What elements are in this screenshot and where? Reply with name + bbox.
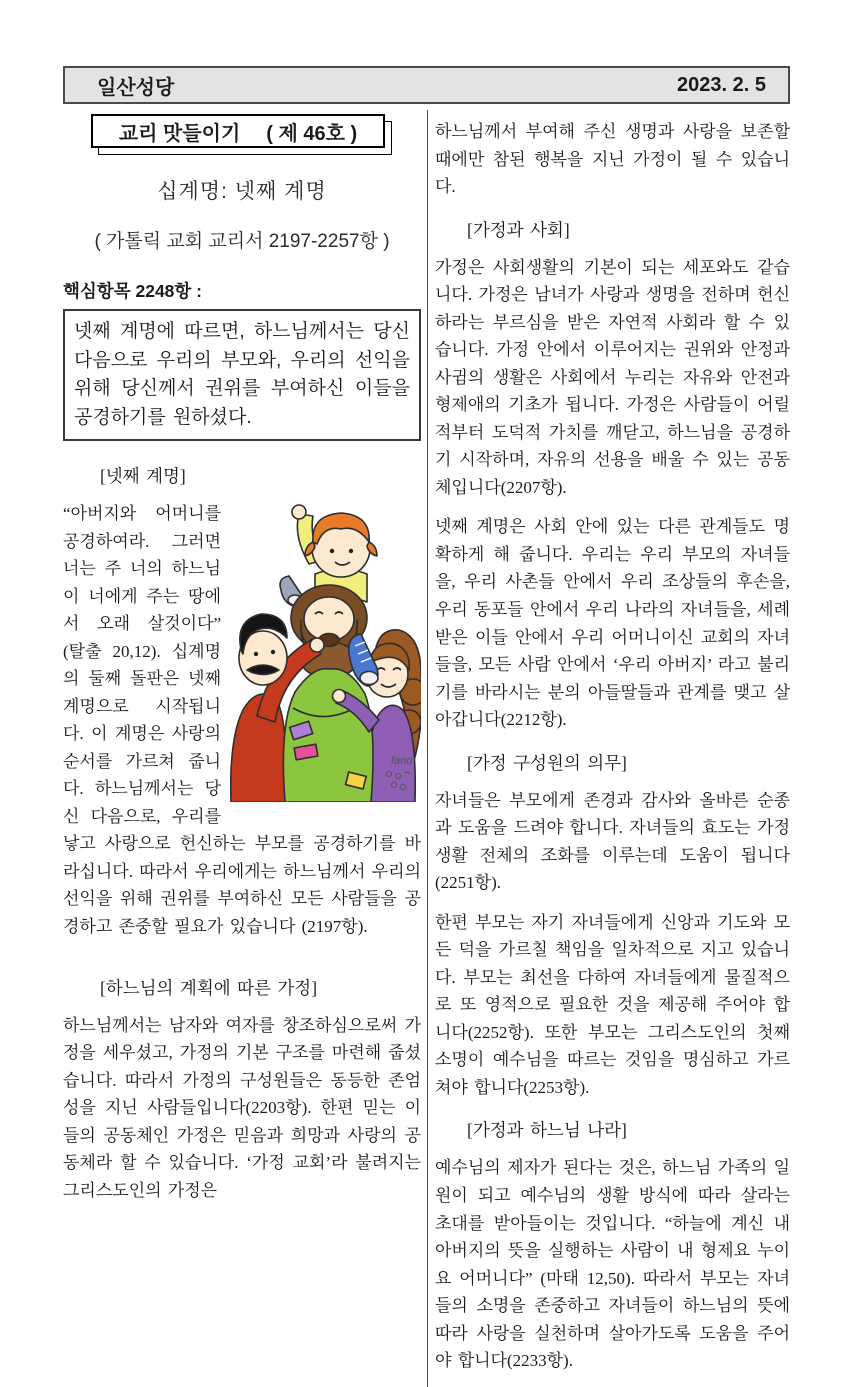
- masthead-issue: ( 제 46호 ): [266, 122, 358, 145]
- wrapped-paragraph-block: [63, 500, 421, 953]
- paragraph-intro-continued: 하느님께서 부여해 주신 생명과 사랑을 보존할 때에만 참된 행복을 지닌 가정이 될 수 있습니다.: [435, 122, 790, 197]
- paragraph-family-society-2: 넷째 계명은 사회 안에 있는 다른 관계들도 명확하게 해 줍니다. 우리는 우리 부모의 자녀들을, 우리 사촌들 안에서 우리 조상들의 후손을, 우리 동포들 안에서 우리 나라의 자녀들을, 세례 받은 이들 안에서 우리 어머니이신 교회의 자녀들을, 모든 사람 안에서 ‘우리 아버지’ 라고 불리기를 바라시는 분의 아들딸들과 관계를 맺고 살아갑니다(2212항).: [435, 517, 790, 730]
- paragraph-family-gods-plan: 하느님께서는 남자와 여자를 창조하심으로써 가정을 세우셨고, 가정의 기본 구조를 마련해 줍셨습니다. 따라서 가정의 구성원들은 동등한 존엄성을 지닌 사람들입니다(2203항). 한편 믿는 이들의 공동체인 가정은 믿음과 희망과 사랑의 공동체라 할 수 있습니다. ‘가정 교회’라 불려지는 그리스도인의 가정은: [63, 1015, 421, 1200]
- illustration-signature: fano: [391, 755, 413, 767]
- section-heading-family-gods-plan: [하느님의 계획에 따른 가정]: [100, 977, 318, 998]
- section-heading-family-society: [가정과 사회]: [467, 219, 570, 240]
- right-column: [427, 110, 790, 1387]
- masthead-series: 교리 맛들이기: [118, 122, 241, 145]
- key-item-label: 핵심항목 2248항 :: [63, 281, 203, 301]
- paragraph-family-duties-1: 자녀들은 부모에게 존경과 감사와 올바른 순종과 도움을 드려야 합니다. 자녀들의 효도는 가정생활 전체의 조화를 이루는데 도움이 됩니다(2251항).: [435, 790, 790, 893]
- section-heading-fourth-commandment: [넷째 계명]: [100, 466, 186, 486]
- masthead-box: [91, 114, 385, 148]
- two-column-body: [63, 110, 790, 1387]
- left-column: [63, 110, 427, 1387]
- page-title: 십계명: 넷째 계명: [157, 180, 327, 203]
- paragraph-fourth-commandment: “아버지와 어머니를 공경하여라. 그러면 너는 주 너의 하느님이 너에게 주는 땅에서 오래 살것이다” (탈출 20,12). 십계명의 둘째 돌판은 넷째 계명으로 시작됩니다. 이 계명은 사랑의 순서를 가르쳐 줍니다. 하느님께서는 당신 다음으로, 우리를 낳고 사랑으로 헌신하는 부모를 공경하기를 바라십니다. 따라서 우리에게는 하느님께서 우리의 선익을 위해 권위를 부여하신 모든 사람들을 공경하고 존중할 필요가 있습니다 (2197항).: [63, 504, 421, 936]
- church-name: 일산성당: [97, 76, 175, 99]
- section-heading-family-duties: [가정 구성원의 의무]: [467, 752, 627, 773]
- issue-date: 2023. 2. 5: [677, 73, 766, 96]
- key-item-box: 넷째 계명에 따르면, 하느님께서는 당신 다음으로 우리의 부모와, 우리의 선익을 위해 당신께서 권위를 부여하신 이들을 공경하기를 원하셨다.: [63, 309, 421, 441]
- paragraph-family-society-1: 가정은 사회생활의 기본이 되는 세포와도 같습니다. 가정은 남녀가 사랑과 생명을 전하며 헌신하라는 부르심을 받은 자연적 사회라 할 수 있습니다. 가정 안에서 이루어지는 권위와 안정과 사귐의 생활은 사회에서 누리는 자유와 안전과 형제애의 기초가 됩니다. 가정은 사람들이 어릴 적부터 도덕적 가치를 깨닫고, 하느님을 공경하기 시작하며, 자유의 선용을 배울 수 있는 공동체입니다(2207항).: [435, 257, 790, 497]
- family-illustration: [229, 502, 421, 802]
- paragraph-family-kingdom: 예수님의 제자가 된다는 것은, 하느님 가족의 일원이 되고 예수님의 생활 방식에 따라 살라는 초대를 받아들이는 것입니다. “하늘에 계신 내 아버지의 뜻을 실행하는 사람이 내 형제요 누이요 어머니다” (마태 12,50). 따라서 부모는 자녀들의 소명을 존중하고 자녀들이 하느님의 뜻에 따라 사랑을 실천하며 살아가도록 도움을 주어야 합니다(2233항).: [435, 1158, 790, 1371]
- paragraph-family-duties-2: 한편 부모는 자기 자녀들에게 신앙과 기도와 모든 덕을 가르칠 책임을 일차적으로 지고 있습니다. 부모는 최선을 다하여 자녀들에게 물질적으로 또 영적으로 필요한 것을 제공해 주어야 합니다(2252항). 또한 부모는 그리스도인의 첫째 소명이 예수님을 따르는 것임을 명심하고 가르쳐야 합니다(2253항).: [435, 912, 790, 1097]
- catechism-reference: ( 가톨릭 교회 교리서 2197-2257항 ): [94, 231, 390, 252]
- bulletin-page: [63, 66, 790, 1387]
- section-heading-family-kingdom: [가정과 하느님 나라]: [467, 1120, 627, 1141]
- page-header: [63, 66, 790, 104]
